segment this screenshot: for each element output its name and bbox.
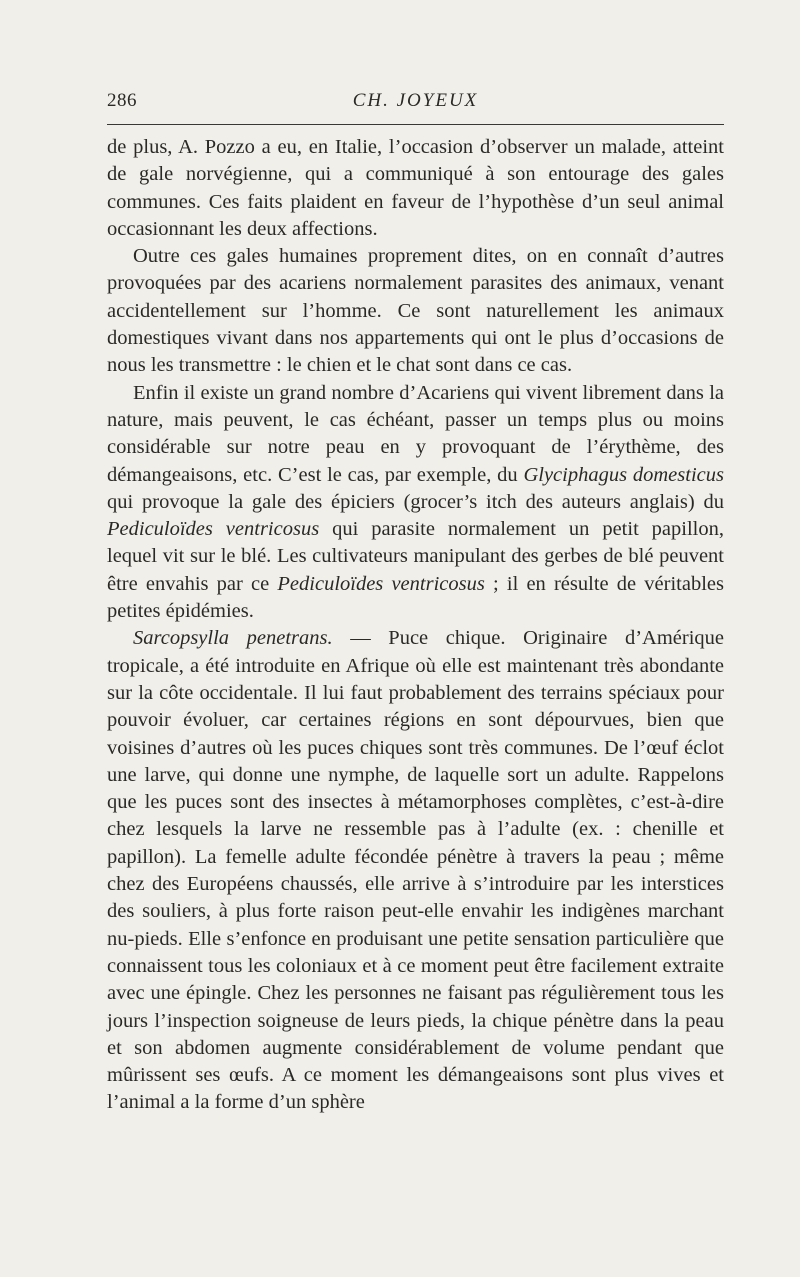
paragraph-4: [107, 625, 724, 1116]
paragraph-text: ; il en résulte de véritables petites épidémies.: [107, 572, 724, 623]
paragraph-text: Outre ces gales humaines proprement dites, on en connaît d’autres provoquées par des acariens normalement parasites des animaux, venant accidentellement sur l’homme. Ce sont naturellement les animaux domestiques vivant dans nos appartements qui ont le plus d’occasions de nous les transmettre : le chien et le chat sont dans ce cas.: [107, 245, 724, 377]
page-number: 286: [107, 90, 137, 111]
running-head: CH. JOYEUX: [352, 90, 479, 111]
paragraph-1: [107, 134, 724, 243]
species-name: Pediculoïdes ventricosus: [107, 518, 320, 541]
paragraph-text: qui parasite normalement un petit papillon, lequel vit sur le blé. Les cultivateurs manipulant des gerbes de blé peuvent être envahis par ce: [107, 518, 724, 595]
body-text: [107, 134, 724, 1117]
species-name: Glyciphagus domesticus: [523, 463, 724, 486]
paragraph-text: qui provoque la gale des épiciers (grocer’s itch des auteurs anglais) du: [107, 490, 724, 513]
page-header: [107, 90, 724, 114]
paragraph-text: de plus, A. Pozzo a eu, en Italie, l’occasion d’observer un malade, atteint de gale norvégienne, qui a communiqué à son entourage des gales communes. Ces faits plaident en faveur de l’hypothèse d’un seul animal occasionnant les deux affections.: [107, 136, 724, 240]
species-name: Pediculoïdes ventricosus: [277, 572, 485, 595]
paragraph-text: — Puce chique. Originaire d’Amérique tropicale, a été introduite en Afrique où elle est maintenant très abondante sur la côte occidentale. Il lui faut probablement des terrains spéciaux pour pouvoir évoluer, car certaines régions en sont dépourvues, bien que voisines d’autres où les puces chiques sont très communes. De l’œuf éclot une larve, qui donne une nymphe, de laquelle sort un adulte. Rappelons que les puces sont des insectes à métamorphoses complètes, c’est-à-dire chez lesquels la larve ne ressemble pas à l’adulte (ex. : chenille et papillon). La femelle adulte fécondée pénètre à travers la peau ; même chez des Européens chaussés, elle arrive à s’introduire par les interstices des souliers, à plus forte raison peut-elle envahir les indigènes marchant nu-pieds. Elle s’enfonce en produisant une petite sensation particulière que connaissent tous les coloniaux et à ce moment peut être facilement extraite avec une épingle. Chez les personnes ne faisant pas régulièrement tous les jours l’inspection soigneuse de leurs pieds, la chique pénètre dans la peau et son abdomen augmente considérablement de volume pendant que mûrissent ses œufs. A ce moment les démangeaisons sont plus vives et l’animal a la forme d’un sphère: [107, 627, 724, 1114]
paragraph-3: [107, 380, 724, 626]
paragraph-text: Enfin il existe un grand nombre d’Acariens qui vivent librement dans la nature, mais peuvent, le cas échéant, passer un temps plus ou moins considérable sur notre peau en y provoquant de l’érythème, des démangeaisons, etc. C’est le cas, par exemple, du: [107, 381, 724, 486]
paragraph-2: [107, 243, 724, 379]
section-heading: Sarcopsylla penetrans.: [133, 627, 333, 650]
header-rule: [107, 124, 724, 125]
